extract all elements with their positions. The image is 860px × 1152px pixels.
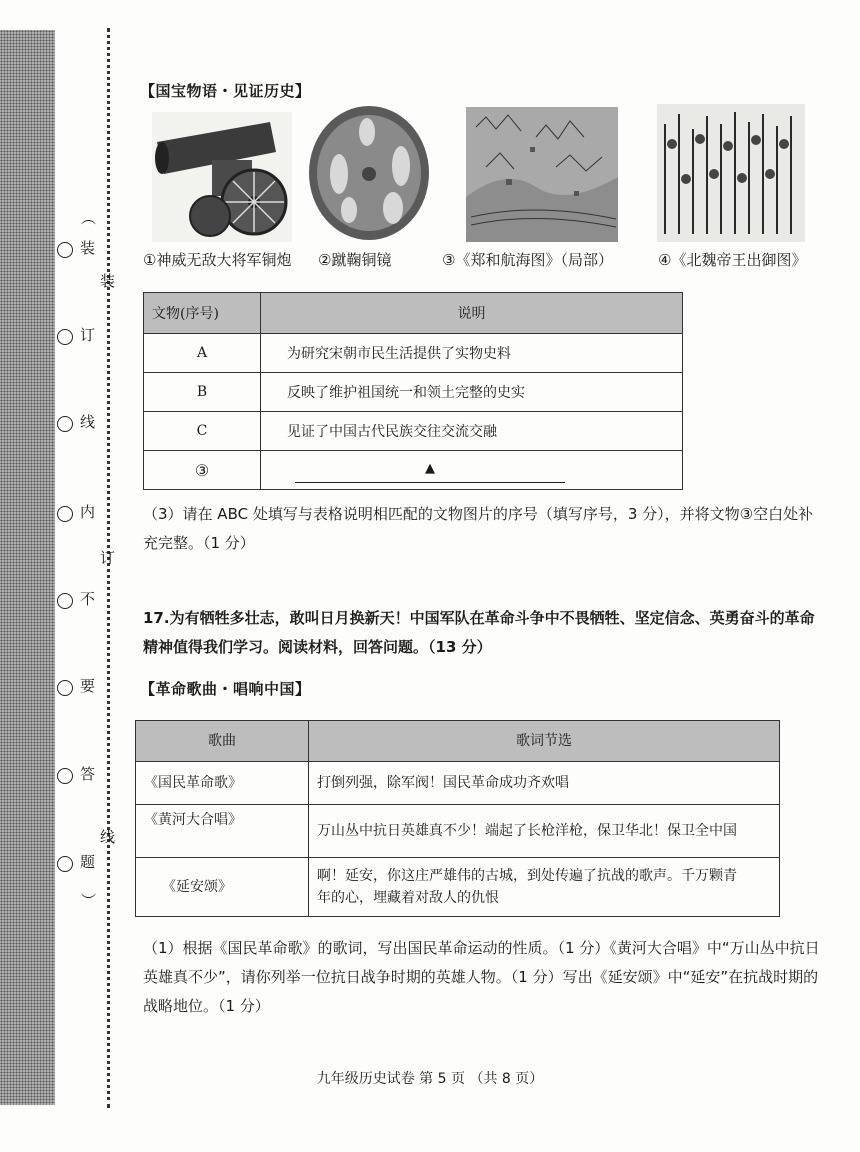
margin-close-paren: ︶ <box>81 892 97 910</box>
song-name-cell: 《黄河大合唱》 <box>136 805 309 858</box>
table-row <box>144 373 683 412</box>
table-header-cell: 歌曲 <box>136 721 309 762</box>
margin-label: 不 <box>80 590 96 608</box>
artifact-desc-cell: 见证了中国古代民族交往交流交融 <box>261 412 683 451</box>
artifact-caption: ②蹴鞠铜镜 <box>318 251 392 269</box>
margin-circle <box>57 593 73 609</box>
margin-label: 答 <box>80 765 96 783</box>
song-name-cell: 《国民革命歌》 <box>136 762 309 805</box>
nautical-map-photo <box>466 107 618 242</box>
answer-blank[interactable]: ▲ <box>295 458 565 483</box>
artifact-key-cell: ③ <box>144 451 261 490</box>
question-text: （3）请在 ABC 处填写与表格说明相匹配的文物图片的序号（填写序号，3 分），并将文物③空白处补充完整。（1 分） <box>143 505 814 552</box>
margin-circle <box>57 768 73 784</box>
artifact-desc-cell: 反映了维护祖国统一和领土完整的史实 <box>261 373 683 412</box>
bronze-cannon-photo <box>152 112 292 242</box>
table-header-cell: 说明 <box>261 293 683 334</box>
table-row <box>144 412 683 451</box>
margin-circle <box>57 416 73 432</box>
margin-label: 订 <box>80 326 96 344</box>
table-row <box>144 334 683 373</box>
song-table <box>135 720 780 917</box>
answer-blank-cell[interactable] <box>261 451 683 490</box>
question-text: （1）根据《国民革命歌》的歌词，写出国民革命运动的性质。（1 分）《黄河大合唱》中“万山丛中抗日英雄真不少”，请你列举一位抗日战争时期的英雄人物。（1 分）写出《延安颂》中“延安”在抗战时期的战略地位。（1 分） <box>143 939 820 1015</box>
margin-label: 装 <box>80 239 96 257</box>
emperor-procession-photo <box>657 104 805 242</box>
song-lyrics-cell: 万山丛中抗日英雄真不少！端起了长枪洋枪，保卫华北！保卫全中国 <box>309 805 780 858</box>
bronze-mirror-photo <box>307 104 431 242</box>
table-header-row <box>144 293 683 334</box>
artifact-key-cell[interactable]: C <box>144 412 261 451</box>
question-17-intro: 17.为有牺牲多壮志，敢叫日月换新天！中国军队在革命斗争中不畏牺牲、坚定信念、英勇奋斗的革命精神值得我们学习。阅读材料，回答问题。（13 分） <box>143 609 815 656</box>
song-lyrics-cell: 打倒列强，除军阀！国民革命成功齐欢唱 <box>309 762 780 805</box>
binding-label: 线 <box>100 828 116 846</box>
song-name-cell: 《延安颂》 <box>136 858 309 917</box>
artifact-table <box>143 292 683 490</box>
section-header: 【国宝物语・见证历史】 <box>140 82 311 100</box>
binding-dotted-line <box>107 28 110 1108</box>
margin-circle <box>57 856 73 872</box>
artifact-desc-cell: 为研究宋朝市民生活提供了实物史料 <box>261 334 683 373</box>
artifact-key-cell[interactable]: A <box>144 334 261 373</box>
table-header-cell: 歌词节选 <box>309 721 780 762</box>
margin-circle <box>57 242 73 258</box>
artifact-key-cell[interactable]: B <box>144 373 261 412</box>
margin-open-paren: ︵ <box>81 209 97 227</box>
artifact-caption: ③《郑和航海图》（局部） <box>442 251 613 269</box>
margin-circle <box>57 329 73 345</box>
song-lyrics-cell: 啊！延安，你这庄严雄伟的古城，到处传遍了抗战的歌声。千万颗青年的心，埋藏着对敌人的仇恨 <box>309 858 780 917</box>
margin-label: 线 <box>80 413 96 431</box>
page-footer: 九年级历史试卷 第 5 页 （共 8 页） <box>316 1071 544 1087</box>
binding-label: 订 <box>100 549 116 567</box>
margin-label: 要 <box>80 677 96 695</box>
table-header-row <box>136 721 780 762</box>
table-row <box>136 858 780 917</box>
artifact-caption: ①神威无敌大将军铜炮 <box>143 251 292 269</box>
section-header: 【革命歌曲・唱响中国】 <box>140 680 311 698</box>
table-header-cell: 文物(序号) <box>144 293 261 334</box>
binding-label: 装 <box>100 272 116 290</box>
halftone-margin-strip <box>0 30 55 1105</box>
margin-circle <box>57 680 73 696</box>
table-row <box>136 805 780 858</box>
margin-circle <box>57 506 73 522</box>
artifact-caption: ④《北魏帝王出御图》 <box>658 251 807 269</box>
table-row <box>144 451 683 490</box>
table-row <box>136 762 780 805</box>
margin-label: 题 <box>80 853 96 871</box>
margin-label: 内 <box>80 503 96 521</box>
